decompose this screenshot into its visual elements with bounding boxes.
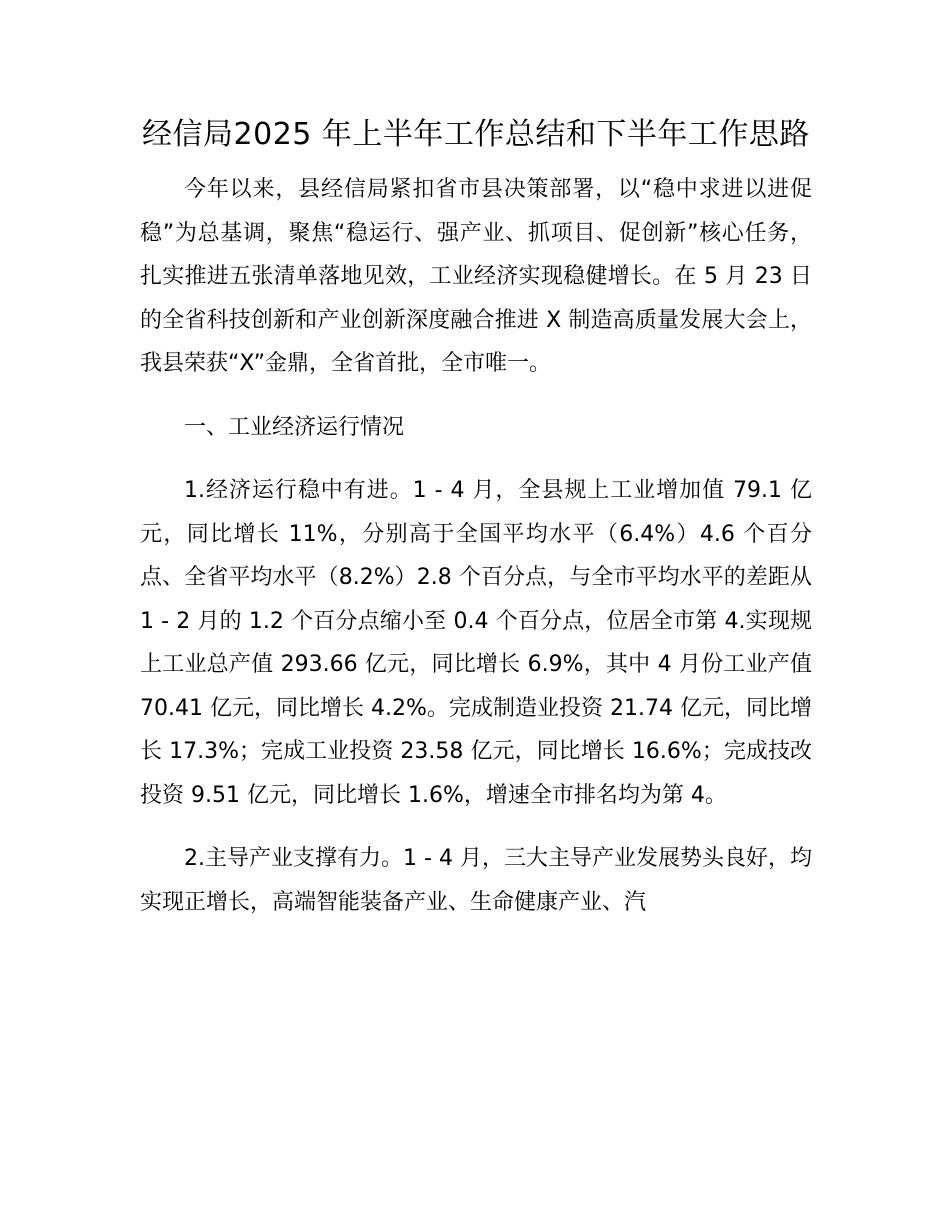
paragraph-economic-operation: 1.经济运行稳中有进。1 - 4 月，全县规上工业增加值 79.1 亿元，同比增长 11%，分别高于全国平均水平（6.4%）4.6 个百分点、全省平均水平（8.2%）2.8 个百分点，与全市平均水平的差距从 1 - 2 月的 1.2 个百分点缩小至 0.4 个百分点，位居全市第 4.实现规上工业总产值 293.66 亿元，同比增长 6.9%，其中 4 月份工业产值 70.41 亿元，同比增长 4.2%。完成制造业投资 21.74 亿元，同比增长 17.3%；完成工业投资 23.58 亿元，同比增长 16.6%；完成技改投资 9.51 亿元，同比增长 1.6%，增速全市排名均为第 4。 [140,478,812,808]
document-title: 经信局2025 年上半年工作总结和下半年工作思路 [142,117,810,152]
paragraph-intro: 今年以来，县经信局紧扣省市县决策部署，以“稳中求进以进促稳”为总基调，聚焦“稳运行、强产业、抓项目、促创新”核心任务，扎实推进五张清单落地见效，工业经济实现稳健增长。在 5 月 23 日的全省科技创新和产业创新深度融合推进 X 制造高质量发展大会上，我县荣获“X”金鼎，全省首批，全市唯一。 [140,177,812,376]
section-heading-industrial-economy: 一、工业经济运行情况 [184,414,405,440]
paragraph-leading-industries: 2.主导产业支撑有力。1 - 4 月，三大主导产业发展势头良好，均实现正增长，高端智能装备产业、生命健康产业、汽 [140,846,812,915]
document-page [140,112,812,944]
